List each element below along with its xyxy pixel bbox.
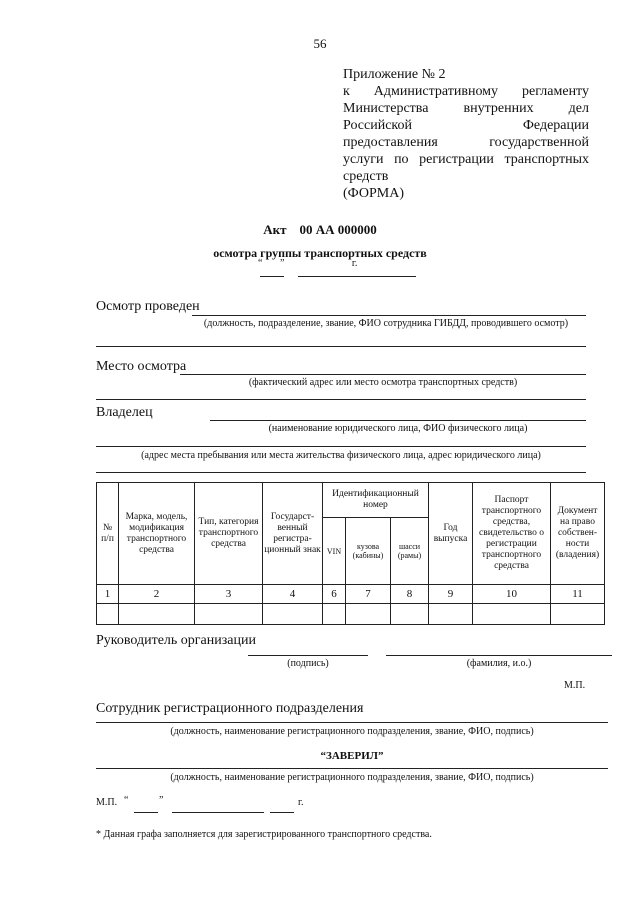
col-number: 9 xyxy=(429,585,473,604)
date-month-field[interactable] xyxy=(172,812,264,813)
certified-label: “ЗАВЕРИЛ” xyxy=(320,750,384,762)
col-header-body: кузова (кабины) xyxy=(346,518,391,585)
officer-label: Сотрудник регистрационного подразделения xyxy=(96,701,364,716)
act-subtitle: осмотра группы транспортных средств xyxy=(213,246,427,260)
col-number: 8 xyxy=(391,585,429,604)
col-number: 3 xyxy=(195,585,263,604)
col-number: 6 xyxy=(323,585,346,604)
owner-label: Владелец xyxy=(96,405,153,420)
appendix-line: Приложение № 2 xyxy=(343,67,446,82)
vehicles-table xyxy=(96,482,605,625)
name-hint: (фамилия, и.о.) xyxy=(466,658,532,669)
inspection-label: Осмотр проведен xyxy=(96,299,200,314)
col-header-chassis: шасси (рамы) xyxy=(391,518,429,585)
appendix-line: Российской Федерации xyxy=(343,118,589,133)
stamp-place-date: М.П. xyxy=(96,797,118,808)
col-number: 1 xyxy=(97,585,119,604)
appendix-line: (ФОРМА) xyxy=(343,186,405,201)
table-cell[interactable] xyxy=(473,604,551,625)
appendix-line: услуги по регистрации транспортных xyxy=(343,152,589,167)
inspection-field-line2[interactable] xyxy=(96,346,586,347)
signature-hint: (подпись) xyxy=(287,658,329,669)
act-date-line: “ ” г. xyxy=(258,258,358,269)
col-header-type: Тип, категория транспортного средства xyxy=(195,483,263,585)
address-hint: (адрес места пребывания или места жительства физического лица, адрес юридического лица) xyxy=(141,450,541,461)
quote-close: ” xyxy=(159,795,164,806)
col-number: 2 xyxy=(119,585,195,604)
certified-hint: (должность, наименование регистрационного подразделения, звание, ФИО, подпись) xyxy=(170,772,534,783)
date-day-field[interactable] xyxy=(134,812,158,813)
date-year-field[interactable] xyxy=(270,812,294,813)
inspection-hint: (должность, подразделение, звание, ФИО сотрудника ГИБДД, проводившего осмотр) xyxy=(203,318,569,329)
table-cell[interactable] xyxy=(119,604,195,625)
col-header-passport: Паспорт транспортного средства, свидетельство о регистрации транспортного средства xyxy=(473,483,551,585)
certified-field[interactable] xyxy=(96,768,608,769)
col-header-reg: Государст-венный регистра-ционный знак xyxy=(263,483,323,585)
head-label: Руководитель организации xyxy=(96,633,256,648)
year-suffix: г. xyxy=(298,797,304,808)
head-signature-field[interactable] xyxy=(248,655,368,656)
owner-hint: (наименование юридического лица, ФИО физического лица) xyxy=(268,423,528,434)
col-header-doc: Документ на право собствен-ности (владения) xyxy=(551,483,605,585)
appendix-line: средств xyxy=(343,169,389,184)
table-row[interactable] xyxy=(97,604,605,625)
inspection-field[interactable] xyxy=(192,315,586,316)
table-cell[interactable] xyxy=(263,604,323,625)
col-header-ident: Идентификационный номер xyxy=(323,483,429,518)
page-number: 56 xyxy=(313,36,327,51)
officer-hint: (должность, наименование регистрационного подразделения, звание, ФИО, подпись) xyxy=(170,726,534,737)
head-name-field[interactable] xyxy=(386,655,612,656)
col-header-brand: Марка, модель, модификация транспортного средства xyxy=(119,483,195,585)
owner-field[interactable] xyxy=(210,420,586,421)
place-field[interactable] xyxy=(180,374,586,375)
footnote: * Данная графа заполняется для зарегистрированного транспортного средства. xyxy=(96,829,432,840)
table-cell[interactable] xyxy=(195,604,263,625)
col-header-year: Год выпуска xyxy=(429,483,473,585)
owner-field-line2[interactable] xyxy=(96,446,586,447)
col-number: 10 xyxy=(473,585,551,604)
col-header-no: № п/п xyxy=(97,483,119,585)
col-header-vin: VIN xyxy=(323,518,346,585)
table-cell[interactable] xyxy=(429,604,473,625)
table-cell[interactable] xyxy=(346,604,391,625)
appendix-line: Министерства внутренних дел xyxy=(343,101,589,116)
table-cell[interactable] xyxy=(551,604,605,625)
col-number: 4 xyxy=(263,585,323,604)
table-cell[interactable] xyxy=(323,604,346,625)
table-cell[interactable] xyxy=(97,604,119,625)
place-field-line2[interactable] xyxy=(96,399,586,400)
col-number: 7 xyxy=(346,585,391,604)
act-title: Акт 00 АА 000000 xyxy=(263,222,377,237)
address-field[interactable] xyxy=(96,472,586,473)
appendix-line: предоставления государственной xyxy=(343,135,589,150)
officer-field[interactable] xyxy=(96,722,608,723)
appendix-line: к Административному регламенту xyxy=(343,84,589,99)
table-cell[interactable] xyxy=(391,604,429,625)
stamp-place: М.П. xyxy=(564,680,586,691)
appendix-block xyxy=(343,66,589,202)
place-label: Место осмотра xyxy=(96,359,187,374)
col-number: 11 xyxy=(551,585,605,604)
quote-open: “ xyxy=(124,795,129,806)
place-hint: (фактический адрес или место осмотра транспортных средств) xyxy=(248,377,518,388)
